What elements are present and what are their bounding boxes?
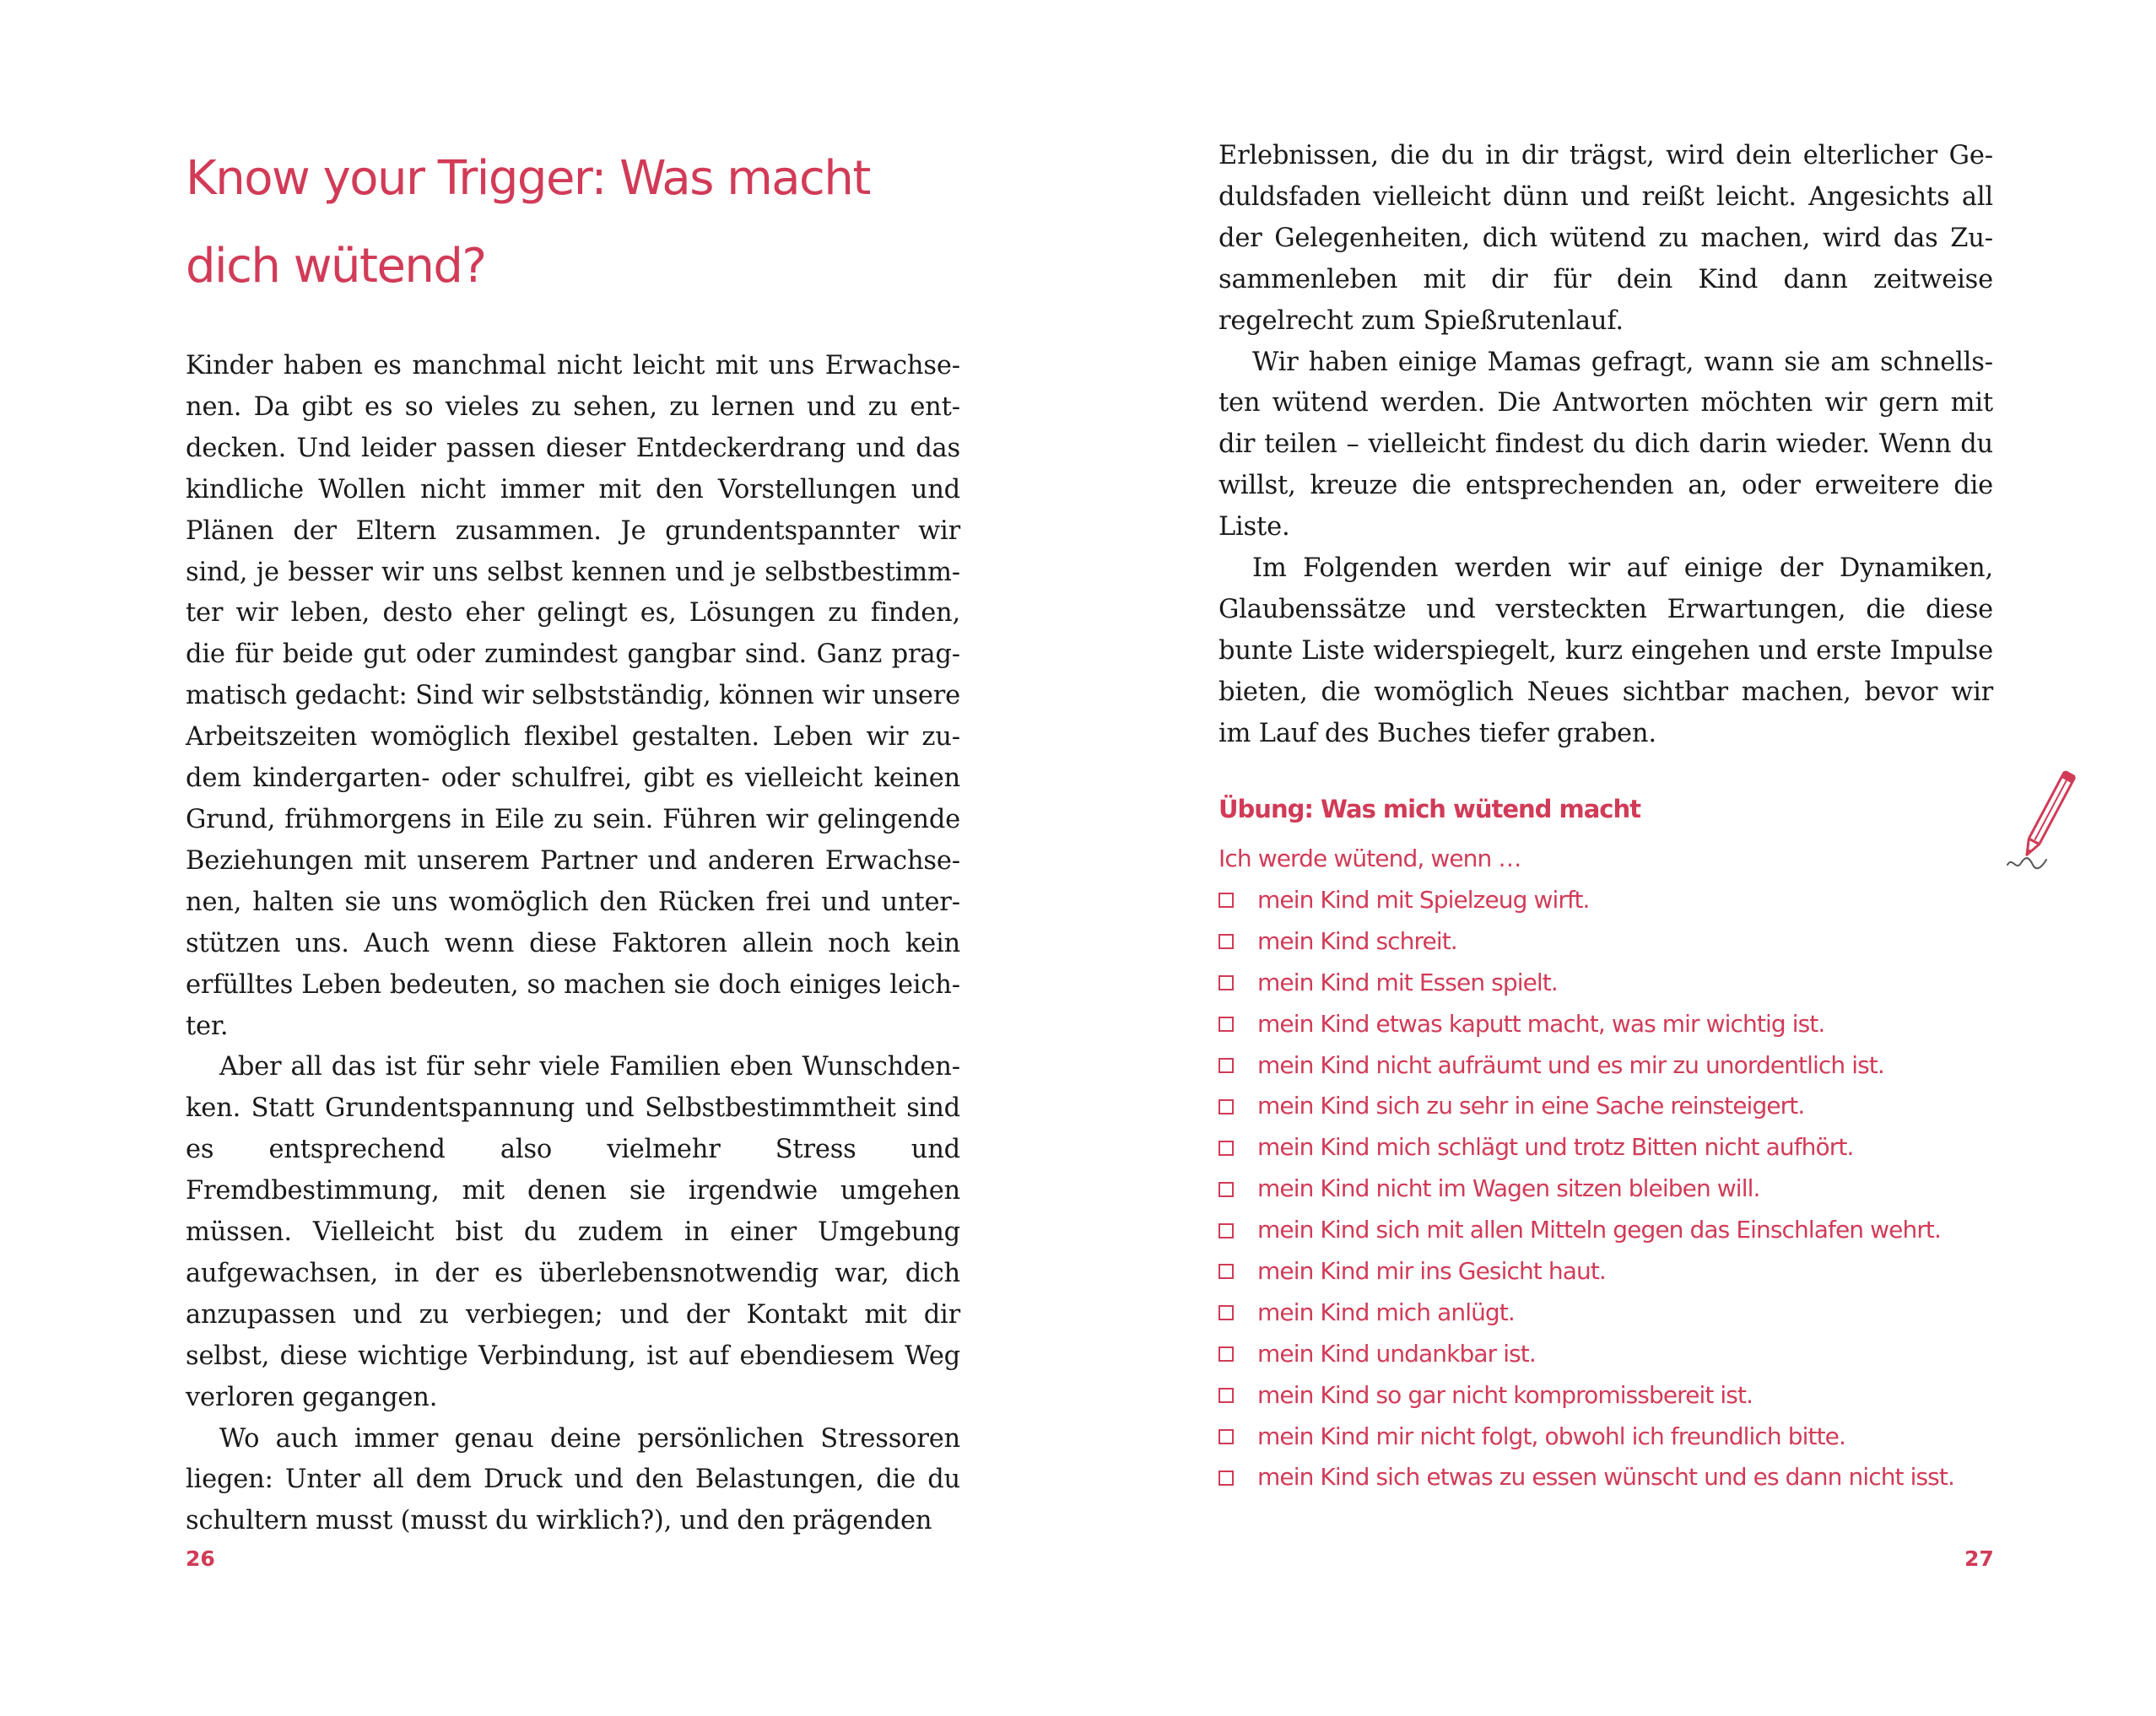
left-paragraph-1: Kinder haben es manchmal nicht leicht mit uns Erwachsenen. Da gibt es so vieles zu sehen, zu lernen und zu entdecken. Und leider passen dieser Entdeckerdrang und das kindliche Wollen nicht immer mit den Vorstellungen und Plänen der Eltern zusammen. Je grundentspannter wir sind, je besser wir uns selbst kennen und je selbstbestimmter wir leben, desto eher gelingt es, Lösungen zu finden, die für beide gut oder zumindest gangbar sind. Ganz pragmatisch gedacht: Sind wir selbstständig, können wir unsere Arbeitszeiten womöglich flexibel gestalten. Leben wir zudem kindergarten- oder schulfrei, gibt es vielleicht keinen Grund, frühmorgens in Eile zu sein. Führen wir gelingende Beziehungen mit unserem Partner und anderen Erwachsenen, halten sie uns womöglich den Rücken frei und unterstützen uns. Auch wenn diese Faktoren allein noch kein erfülltes Leben bedeuten, so machen sie doch einiges leichter. xyxy=(186,351,960,1041)
right-body-text xyxy=(1218,136,1993,755)
checklist-item[interactable] xyxy=(1218,1375,1995,1417)
checklist-item-label: mein Kind mir ins Gesicht haut. xyxy=(1257,1257,1606,1286)
checkbox-icon[interactable] xyxy=(1218,1305,1234,1320)
right-paragraph-1: Erlebnissen, die du in dir trägst, wird dein elterlicher Geduldsfaden vielleicht dünn und reißt leicht. Angesichts all der Gelegenheiten, dich wütend zu machen, wird das Zusammenleben mit dir für dein Kind dann zeitweise regelrecht zum Spießrutenlauf. xyxy=(1218,141,1993,336)
checklist-item-label: mein Kind etwas kaputt macht, was mir wichtig ist. xyxy=(1257,1009,1825,1038)
chapter-title xyxy=(186,135,945,310)
checkbox-icon[interactable] xyxy=(1218,975,1234,990)
checklist-item[interactable] xyxy=(1218,1292,1995,1334)
checklist-item[interactable] xyxy=(1218,1457,1995,1498)
checkbox-icon[interactable] xyxy=(1218,1470,1234,1486)
chapter-title-line-2: dich wütend? xyxy=(186,239,486,294)
checkbox-icon[interactable] xyxy=(1218,893,1234,908)
checkbox-icon[interactable] xyxy=(1218,1429,1234,1444)
checklist-item-label: mein Kind nicht im Wagen sitzen bleiben will. xyxy=(1257,1174,1760,1203)
exercise-title: Übung: Was mich wütend macht xyxy=(1218,795,1640,823)
left-body-text xyxy=(186,346,960,1542)
checklist-item-label: mein Kind schreit. xyxy=(1257,926,1457,955)
checklist-item-label: mein Kind sich mit allen Mitteln gegen das Einschlafen wehrt. xyxy=(1257,1216,1942,1244)
checklist-item-label: mein Kind mich anlügt. xyxy=(1257,1298,1515,1326)
checkbox-icon[interactable] xyxy=(1218,1223,1234,1238)
checklist-item-label: mein Kind sich zu sehr in eine Sache reinsteigert. xyxy=(1257,1092,1805,1120)
checklist-item[interactable] xyxy=(1218,880,1995,921)
checkbox-icon[interactable] xyxy=(1218,1141,1234,1156)
checklist-item-label: mein Kind so gar nicht kompromissbereit ist. xyxy=(1257,1380,1753,1409)
checklist-item-label: mein Kind mir nicht folgt, obwohl ich freundlich bitte. xyxy=(1257,1422,1845,1450)
page-number-left: 26 xyxy=(186,1546,215,1571)
exercise-intro: Ich werde wütend, wenn … xyxy=(1218,845,1521,872)
checklist-item-label: mein Kind nicht aufräumt und es mir zu unordentlich ist. xyxy=(1257,1050,1884,1079)
checklist-item[interactable] xyxy=(1218,1045,1995,1087)
checkbox-icon[interactable] xyxy=(1218,1388,1234,1403)
checkbox-icon[interactable] xyxy=(1218,1017,1234,1032)
left-paragraph-2: Aber all das ist für sehr viele Familien eben Wunschdenken. Statt Grundentspannung und Selbstbestimmtheit sind es entsprechend also vielmehr Stress und Fremdbestimmung, mit denen sie irgendwie umgehen müssen. Vielleicht bist du zudem in einer Umgebung aufgewachsen, in der es überlebensnotwendig war, dich anzupassen und zu verbiegen; und der Kontakt mit dir selbst, diese wichtige Verbindung, ist auf ebendiesem Weg verloren gegangen. xyxy=(186,1052,960,1412)
checkbox-icon[interactable] xyxy=(1218,1182,1234,1197)
checklist-item[interactable] xyxy=(1218,1334,1995,1375)
checklist-item-label: mein Kind sich etwas zu essen wünscht und es dann nicht isst. xyxy=(1257,1463,1954,1492)
checklist-item[interactable] xyxy=(1218,1004,1995,1045)
page-number-right: 27 xyxy=(1964,1546,1994,1571)
checklist-item[interactable] xyxy=(1218,1417,1995,1458)
checkbox-icon[interactable] xyxy=(1218,1058,1234,1073)
checkbox-icon[interactable] xyxy=(1218,1099,1234,1114)
chapter-title-line-1: Know your Trigger: Was macht xyxy=(186,151,870,206)
checkbox-icon[interactable] xyxy=(1218,1264,1234,1279)
checklist-item[interactable] xyxy=(1218,1210,1995,1251)
pencil-icon xyxy=(2004,764,2088,873)
checkbox-icon[interactable] xyxy=(1218,1346,1234,1362)
right-paragraph-3: Im Folgenden werden wir auf einige der Dynamiken, Glaubenssätze und versteckten Erwartungen, die diese bunte Liste widerspiegelt, kurz eingehen und erste Impulse bieten, die womöglich Neues sichtbar machen, bevor wir im Lauf des Buches tiefer graben. xyxy=(1218,553,1993,748)
checklist-item-label: mein Kind mit Essen spielt. xyxy=(1257,968,1558,996)
checklist-item-label: mein Kind mit Spielzeug wirft. xyxy=(1257,886,1590,914)
checklist-item-label: mein Kind undankbar ist. xyxy=(1257,1339,1536,1368)
exercise-checklist xyxy=(1218,880,1995,1498)
checklist-item-label: mein Kind mich schlägt und trotz Bitten nicht aufhört. xyxy=(1257,1133,1854,1162)
right-paragraph-2: Wir haben einige Mamas gefragt, wann sie am schnellsten wütend werden. Die Antworten möchten wir gern mit dir teilen – vielleicht findest du dich darin wieder. Wenn du willst, kreuze die entsprechenden an, oder erweitere die Liste. xyxy=(1218,347,1993,542)
checklist-item[interactable] xyxy=(1218,963,1995,1004)
checklist-item[interactable] xyxy=(1218,1168,1995,1210)
checklist-item[interactable] xyxy=(1218,921,1995,963)
checklist-item[interactable] xyxy=(1218,1086,1995,1127)
checkbox-icon[interactable] xyxy=(1218,934,1234,949)
checklist-item[interactable] xyxy=(1218,1127,1995,1168)
left-paragraph-3: Wo auch immer genau deine persönlichen Stressoren liegen: Unter all dem Druck und den Belastungen, die du schultern musst (musst du wirklich?), und den prägenden xyxy=(186,1423,960,1536)
checklist-item[interactable] xyxy=(1218,1251,1995,1292)
